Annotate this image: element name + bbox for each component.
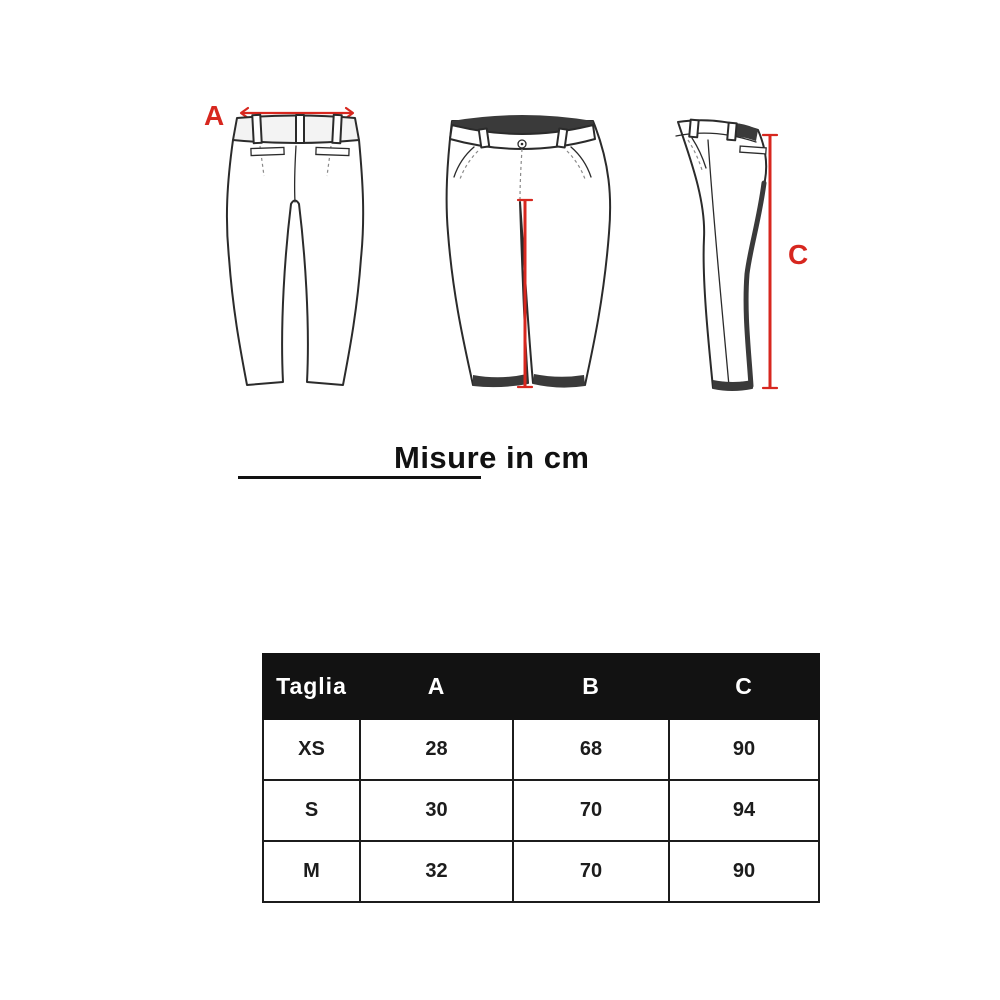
back-pocket-right	[316, 147, 349, 155]
size-cell: S	[263, 780, 360, 841]
front-belt-loop-left	[479, 129, 489, 148]
column-header-taglia: Taglia	[263, 654, 360, 719]
size-table-header	[263, 654, 819, 719]
value-cell: 90	[669, 841, 819, 902]
value-cell: 68	[513, 719, 669, 780]
size-table	[262, 653, 820, 903]
pants-side-view-drawing	[652, 108, 822, 398]
table-header-row	[263, 654, 819, 719]
column-header-a: A	[360, 654, 513, 719]
value-cell: 28	[360, 719, 513, 780]
side-back-pocket	[740, 146, 766, 154]
size-cell: M	[263, 841, 360, 902]
size-cell: XS	[263, 719, 360, 780]
table-row	[263, 841, 819, 902]
caption-measurements-unit: Misure in cm	[394, 440, 590, 475]
value-cell: 70	[513, 841, 669, 902]
column-header-c: C	[669, 654, 819, 719]
value-cell: 32	[360, 841, 513, 902]
value-cell: 30	[360, 780, 513, 841]
measure-label-a: A	[204, 100, 225, 131]
side-belt-loop-1	[689, 120, 698, 138]
pants-front-view-drawing	[432, 103, 617, 403]
value-cell: 94	[669, 780, 819, 841]
caption-underline	[238, 476, 481, 479]
table-row	[263, 780, 819, 841]
measure-label-c: C	[788, 239, 809, 270]
value-cell: 70	[513, 780, 669, 841]
column-header-b: B	[513, 654, 669, 719]
pants-back-view-drawing	[192, 98, 372, 403]
side-belt-loop-2	[727, 123, 736, 141]
waist-button	[518, 140, 526, 148]
value-cell: 90	[669, 719, 819, 780]
front-belt-loop-right	[557, 129, 567, 148]
pants-front-outline	[447, 121, 611, 385]
table-row	[263, 719, 819, 780]
pants-side-outline	[678, 120, 766, 388]
back-pocket-left	[251, 147, 284, 155]
